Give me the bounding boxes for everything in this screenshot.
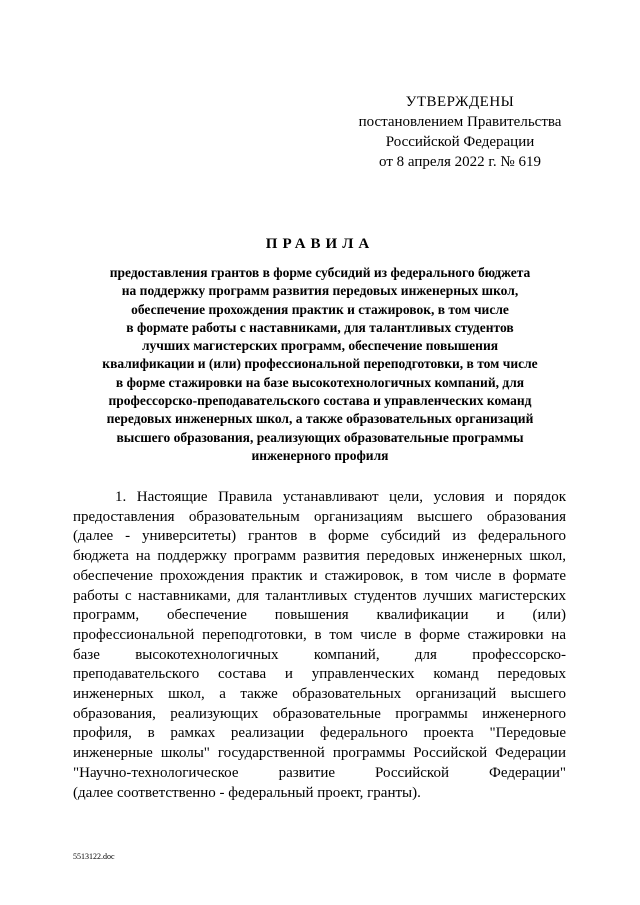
approval-block <box>345 92 575 172</box>
document-subtitle <box>70 264 570 465</box>
approval-heading: УТВЕРЖДЕНЫ <box>405 94 515 110</box>
subtitle-line: профессорско-преподавательского состава и управленческих команд <box>108 393 532 409</box>
paragraph-line: образования, реализующих образовательные программы инженерного <box>73 705 566 722</box>
subtitle-line: передовых инженерных школ, а также образовательных организаций <box>106 411 534 427</box>
paragraph-line: профессиональной переподготовки, в том числе в форме стажировки на <box>73 626 566 643</box>
paragraph-line: 1. Настоящие Правила устанавливают цели, условия и порядок <box>115 489 566 505</box>
subtitle-line: на поддержку программ развития передовых инженерных школ, <box>121 283 519 299</box>
paragraph-line: инженерные школы" государственной программы Российской Федерации <box>73 745 566 762</box>
paragraph-line: профиля, в рамках реализации федерального проекта "Передовые <box>73 725 566 742</box>
subtitle-line: обеспечение прохождения практик и стажировок, в том числе <box>131 301 509 317</box>
paragraph-line: "Научно-технологическое развитие Российской Федерации" <box>73 764 566 781</box>
approval-line: от 8 апреля 2022 г. № 619 <box>379 154 541 170</box>
subtitle-line: предоставления грантов в форме субсидий из федерального бюджета <box>109 265 531 280</box>
paragraph-line: бюджета на поддержку программ развития передовых инженерных школ, <box>73 548 566 565</box>
paragraph-line: предоставления образовательным организациям высшего образования <box>73 508 566 525</box>
paragraph-line: работы с наставниками, для талантливых студентов лучших магистерских <box>73 587 566 604</box>
subtitle-line: высшего образования, реализующих образовательные программы <box>116 429 524 445</box>
paragraph-line: обеспечение прохождения практик и стажировок, в том числе в формате <box>73 567 566 584</box>
approval-line: Российской Федерации <box>385 134 535 150</box>
paragraph-line: (далее соответственно - федеральный проект, гранты). <box>73 784 421 801</box>
approval-line: постановлением Правительства <box>358 114 562 130</box>
paragraph-line: преподавательского состава и управленческих команд передовых <box>73 666 566 683</box>
paragraph-line: базе высокотехнологичных компаний, для профессорско- <box>73 646 566 663</box>
subtitle-line: в форме стажировки на базе высокотехнологичных компаний, для <box>115 374 525 390</box>
file-name-footer: 5513122.doc <box>73 852 115 861</box>
subtitle-line: лучших магистерских программ, обеспечение повышения <box>141 338 499 354</box>
paragraph-1 <box>73 488 566 803</box>
document-title: ПРАВИЛА <box>265 236 375 252</box>
paragraph-line: (далее - университеты) грантов в форме субсидий из федерального <box>73 528 566 545</box>
paragraph-line: программ, обеспечение повышения квалификации и (или) <box>73 607 566 624</box>
paragraph-line: инженерных школ, а также образовательных организаций высшего <box>73 686 566 703</box>
subtitle-line: в формате работы с наставниками, для талантливых студентов <box>126 319 514 335</box>
subtitle-line: инженерного профиля <box>251 447 389 463</box>
subtitle-line: квалификации и (или) профессиональной переподготовки, в том числе <box>102 356 538 372</box>
